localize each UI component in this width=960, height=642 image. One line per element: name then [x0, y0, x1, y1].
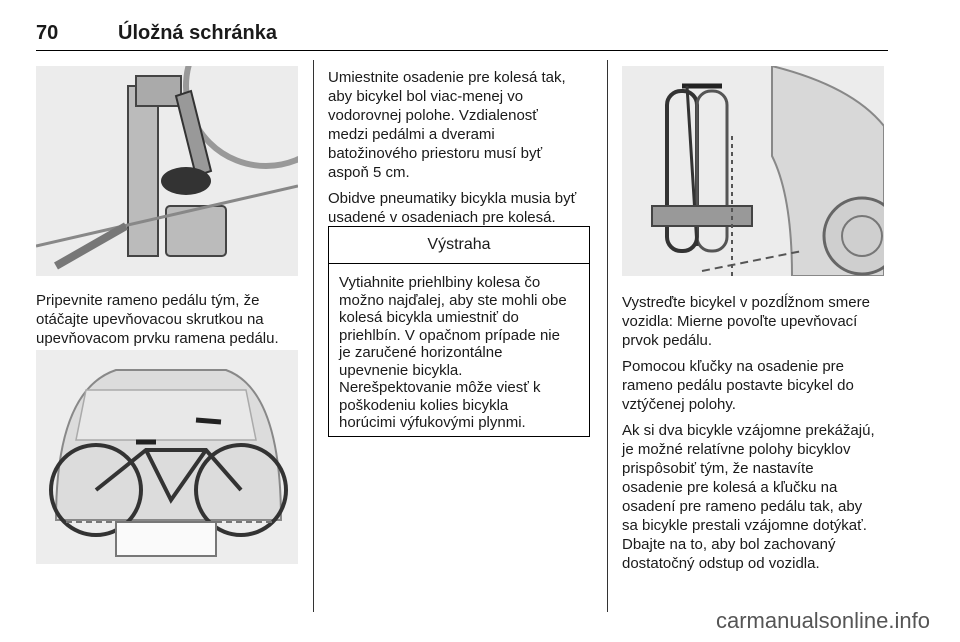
- caption-line: upevňovacom prvku ramena pedálu.: [36, 330, 279, 347]
- paragraph: [622, 357, 890, 414]
- pedal-arm-illustration: [36, 66, 298, 276]
- paragraph: [622, 293, 890, 350]
- text-line: prispôsobiť tým, že nastavíte: [622, 460, 814, 477]
- warning-line: Vytiahnite priehlbiny kolesa čo: [339, 274, 541, 291]
- watermark: carmanualsonline.info: [715, 608, 930, 633]
- header-rule: [36, 50, 888, 51]
- column-divider-1: [313, 60, 314, 612]
- caption-line: otáčajte upevňovacou skrutkou na: [36, 311, 264, 328]
- text-line: medzi pedálmi a dverami: [328, 126, 495, 143]
- column-divider-2: [607, 60, 608, 612]
- warning-line: možno najďalej, aby ste mohli obe: [339, 291, 567, 309]
- text-line: rameno pedálu postavte bicykel do: [622, 377, 854, 394]
- text-line: je možné relatívne polohy bicyklov: [622, 441, 851, 458]
- text-line: dostatočný odstup od vozidla.: [622, 555, 820, 572]
- text-line: batožinového priestoru musí byť: [328, 145, 543, 162]
- chapter-title: Úložná schránka: [118, 22, 277, 44]
- warning-body: [329, 264, 589, 432]
- car-side-bicycle-illustration: [622, 66, 884, 276]
- page-number: 70: [36, 22, 59, 44]
- text-line: Dbajte na to, aby bol zachovaný: [622, 536, 836, 553]
- caption-line: Pripevnite rameno pedálu tým, že: [36, 292, 260, 309]
- warning-line: horúcimi výfukovými plynmi.: [339, 414, 526, 431]
- car-rear-bicycle-illustration: [36, 350, 298, 564]
- text-line: osadenie pre kolesá a kľučku na: [622, 479, 838, 496]
- warning-line: kolesá bicykla umiestniť do: [339, 309, 519, 326]
- paragraph: [328, 68, 603, 182]
- instructions-column-3: [622, 293, 890, 580]
- text-line: Pomocou kľučky na osadenie pre: [622, 358, 845, 375]
- text-line: osadení pre rameno pedálu tak, aby: [622, 498, 863, 515]
- warning-box: [328, 226, 590, 437]
- text-line: vztýčenej polohy.: [622, 396, 736, 413]
- warning-line: priehlbín. V opačnom prípade nie: [339, 326, 560, 344]
- text-line: Vystreďte bicykel v pozdĺžnom smere: [622, 294, 870, 311]
- text-line: Ak si dva bicykle vzájomne prekážajú,: [622, 422, 875, 439]
- text-line: aby bicykel bol viac-menej vo: [328, 88, 524, 105]
- text-line: vodorovnej polohe. Vzdialenosť: [328, 107, 538, 124]
- instructions-column-2: [328, 68, 603, 234]
- warning-line: Nerešpektovanie môže viesť k: [339, 379, 541, 396]
- text-line: Obidve pneumatiky bicykla musia byť: [328, 190, 577, 207]
- warning-line: upevnenie bicykla.: [339, 361, 463, 379]
- caption-pedal-arm: [36, 291, 306, 348]
- text-line: aspoň 5 cm.: [328, 164, 410, 181]
- warning-line: poškodeniu kolies bicykla: [339, 396, 509, 414]
- paragraph: [622, 421, 890, 573]
- text-line: vozidla: Mierne povoľte upevňovací: [622, 313, 858, 330]
- page-header: [36, 22, 886, 52]
- text-line: usadené v osadeniach pre kolesá.: [328, 209, 556, 226]
- text-line: sa bicykle prestali vzájomne dotýkať.: [622, 517, 867, 534]
- warning-line: je zaručené horizontálne: [339, 344, 503, 361]
- warning-title: Výstraha: [329, 227, 589, 264]
- text-line: Umiestnite osadenie pre kolesá tak,: [328, 69, 566, 86]
- paragraph: [328, 189, 603, 227]
- text-line: prvok pedálu.: [622, 332, 713, 349]
